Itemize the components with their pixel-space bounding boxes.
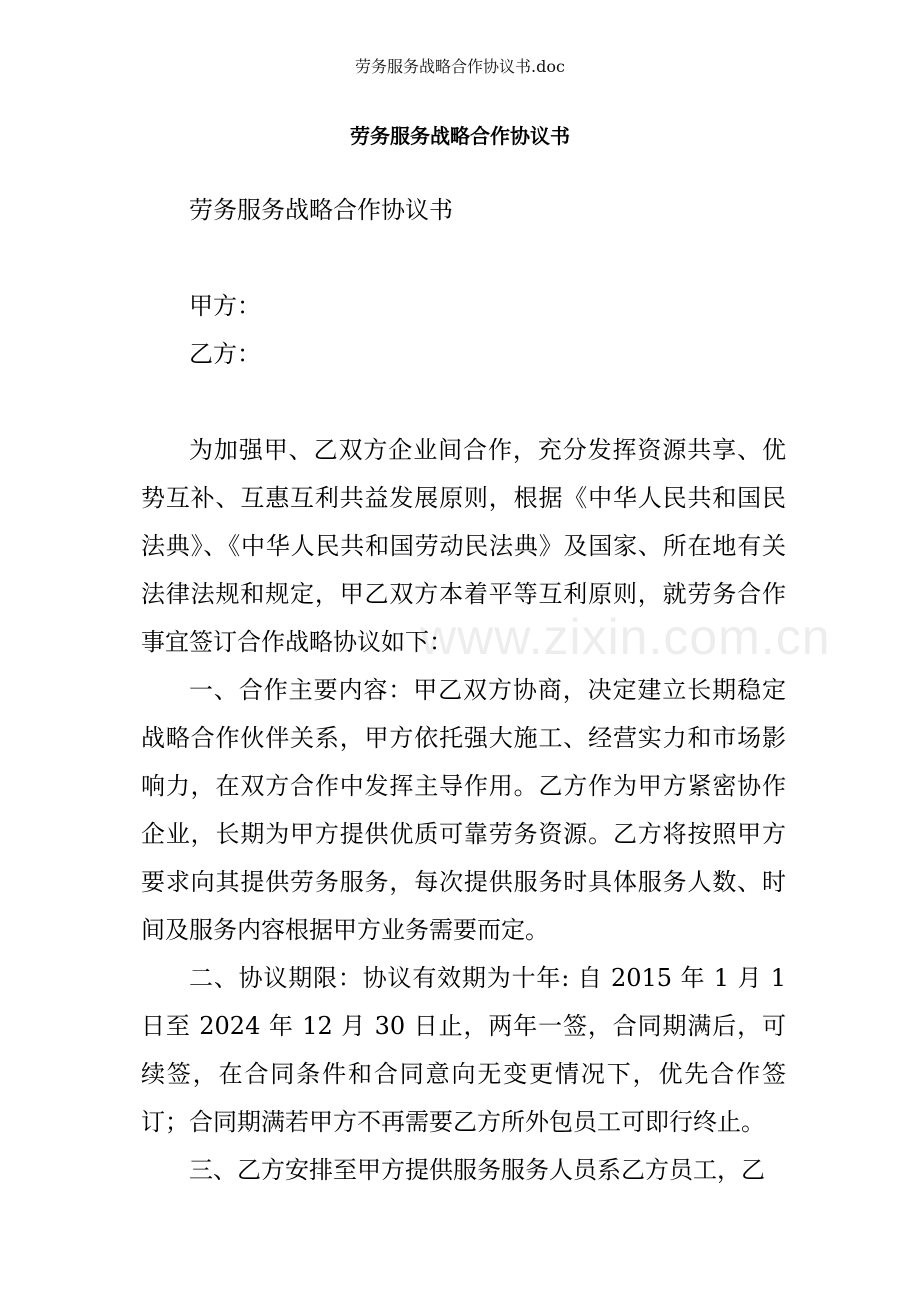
paragraph-clause-2: 二、协议期限：协议有效期为十年: 自 2015 年 1 月 1 日至 2024 年 12 月 30 日止，两年一签，合同期满后，可续签，在合同条件和合同意向无变更情况下，优先合作签订；合同期满若甲方不再需要乙方所外包员工可即行终止。 (141, 964, 786, 1136)
document-body (141, 186, 786, 1194)
party-a-label: 甲方： (189, 292, 261, 320)
watermark: www.zixin.com.cn (420, 609, 831, 665)
spacer (141, 378, 786, 426)
document-subtitle: 劳务服务战略合作协议书 (189, 196, 453, 224)
party-b-label: 乙方： (189, 340, 261, 368)
document-title: 劳务服务战略合作协议书 (350, 124, 570, 148)
paragraph-clause-1: 一、合作主要内容：甲乙双方协商，决定建立长期稳定战略合作伙伴关系，甲方依托强大施工、经营实力和市场影响力，在双方合作中发挥主导作用。乙方作为甲方紧密协作企业，长期为甲方提供优质可靠劳务资源。乙方将按照甲方要求向其提供劳务服务，每次提供服务时具体服务人数、时间及服务内容根据甲方业务需要而定。 (141, 676, 786, 944)
page-header-filename: 劳务服务战略合作协议书.doc (355, 57, 565, 76)
paragraph-clause-3: 三、乙方安排至甲方提供服务服务人员系乙方员工，乙 (189, 1156, 765, 1184)
spacer (141, 234, 786, 282)
paragraph-preamble: 为加强甲、乙双方企业间合作，充分发挥资源共享、优势互补、互惠互利共益发展原则，根据《中华人民共和国民法典》、《中华人民共和国劳动民法典》及国家、所在地有关法律法规和规定，甲乙双方本着平等互利原则，就劳务合作事宜签订合作战略协议如下： (141, 436, 786, 656)
